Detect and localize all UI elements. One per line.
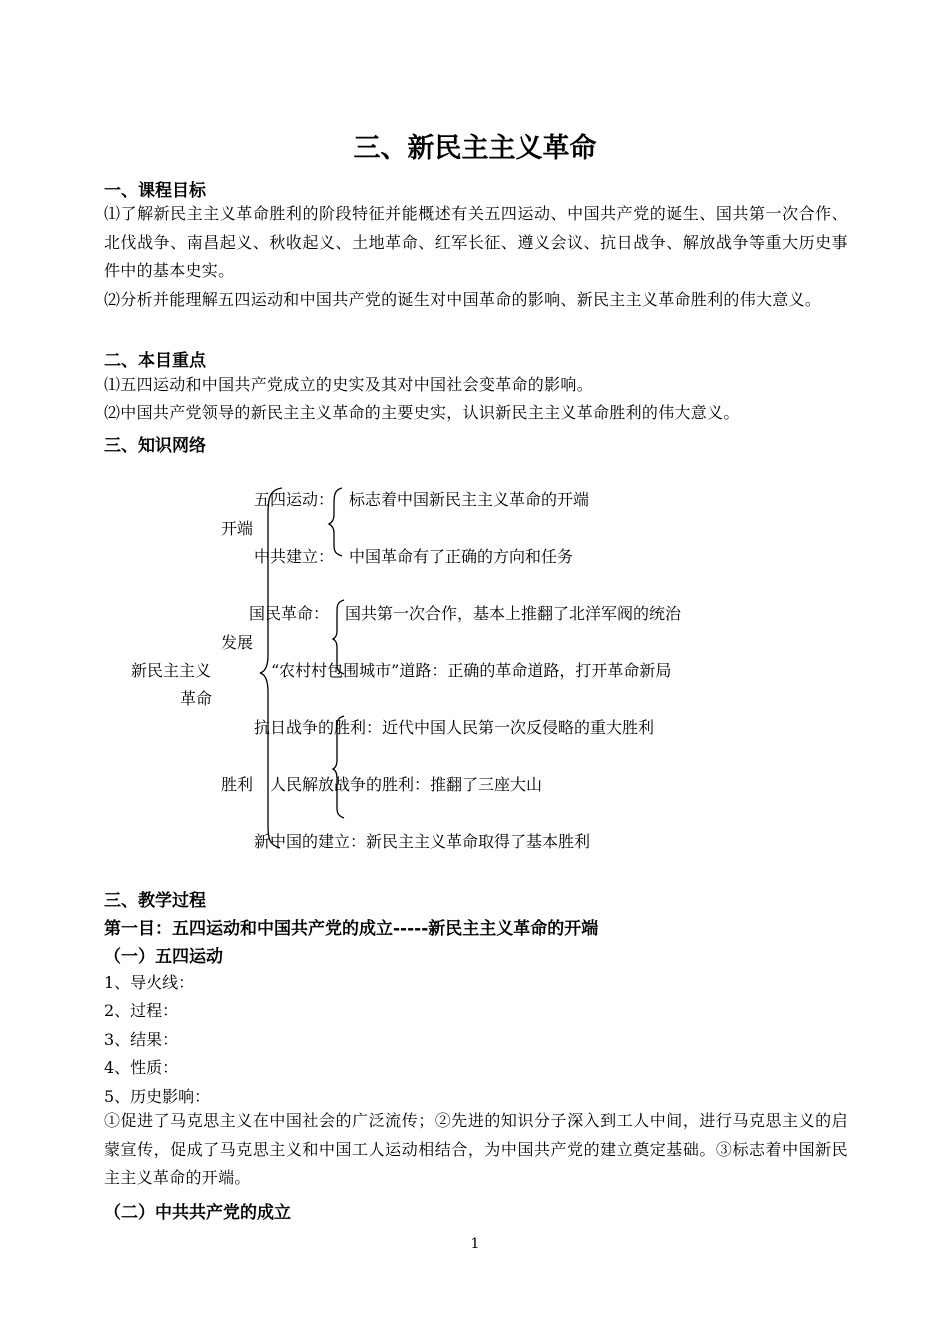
diagram-node-party-founding: 中共建立： <box>254 547 335 566</box>
diagram-node-may-fourth: 五四运动： <box>254 490 335 509</box>
subheading-party-founding: （二）中共共产党的成立 <box>104 1203 291 1223</box>
diagram-root-line2: 革命 <box>180 689 213 708</box>
subheading-may-fourth: （一）五四运动 <box>104 947 223 967</box>
diagram-node-rural-path: “农村村包围城市”道路：正确的革命道路，打开革命新局 <box>271 661 672 680</box>
diagram-node-national-revolution-desc: 国共第一次合作，基本上推翻了北洋军阀的统治 <box>345 604 682 623</box>
list-item-nature: 4、性质： <box>104 1058 179 1077</box>
diagram-root-line1: 新民主主义 <box>131 661 212 680</box>
diagram-node-new-china: 新中国的建立：新民主主义革命取得了基本胜利 <box>254 832 591 851</box>
subheading-first-item: 第一目：五四运动和中国共产党的成立-----新民主主义革命的开端 <box>104 919 599 939</box>
list-item-process: 2、过程： <box>104 1001 179 1020</box>
page-number: 1 <box>470 1236 480 1252</box>
goal-paragraph-2: ⑵分析并能理解五四运动和中国共产党的诞生对中国革命的影响、新民主主义革命胜利的伟大意义。 <box>104 290 822 309</box>
section-heading-goals: 一、课程目标 <box>104 181 206 201</box>
diagram-node-national-revolution: 国民革命： <box>249 604 330 623</box>
focus-paragraph-1: ⑴五四运动和中国共产党成立的史实及其对中国社会变革命的影响。 <box>104 375 594 394</box>
diagram-node-party-founding-desc: 中国革命有了正确的方向和任务 <box>349 547 574 566</box>
list-item-influence: 5、历史影响： <box>104 1087 211 1106</box>
diagram-node-liberation-war: 人民解放战争的胜利：推翻了三座大山 <box>270 775 543 794</box>
goal-paragraph-1: ⑴了解新民主主义革命胜利的阶段特征并能概述有关五四运动、中国共产党的诞生、国共第一次合作、北伐战争、南昌起义、秋收起义、土地革命、红军长征、遵义会议、抗日战争、解放战争等重大历史事件中的基本史实。 <box>104 204 848 280</box>
diagram-node-anti-japanese: 抗日战争的胜利：近代中国人民第一次反侵略的重大胜利 <box>254 718 655 737</box>
influence-paragraph: ①促进了马克思主义在中国社会的广泛流传；②先进的知识分子深入到工人中间，进行马克思主义的启蒙宣传，促成了马克思主义和中国工人运动相结合，为中国共产党的建立奠定基础。③标志着中国新民主主义革命的开端。 <box>104 1111 848 1187</box>
diagram-label-start: 开端 <box>221 519 254 538</box>
diagram-label-victory: 胜利 <box>221 775 254 794</box>
section-heading-focus: 二、本目重点 <box>104 351 206 371</box>
section-heading-teaching: 三、教学过程 <box>104 891 206 911</box>
list-item-trigger: 1、导火线： <box>104 973 195 992</box>
section-heading-network: 三、知识网络 <box>104 436 206 456</box>
page-title: 三、新民主主义革命 <box>353 133 597 164</box>
diagram-label-develop: 发展 <box>221 633 254 652</box>
focus-paragraph-2: ⑵中国共产党领导的新民主主义革命的主要史实，认识新民主主义革命胜利的伟大意义。 <box>104 403 740 422</box>
list-item-result: 3、结果： <box>104 1030 179 1049</box>
diagram-node-may-fourth-desc: 标志着中国新民主主义革命的开端 <box>349 490 590 509</box>
